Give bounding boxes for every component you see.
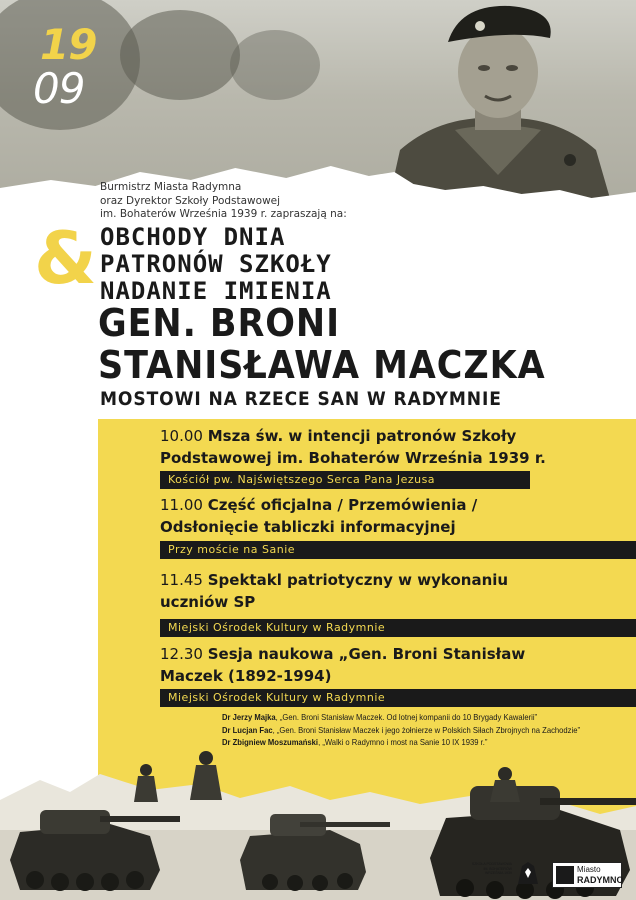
schedule-item [160, 494, 477, 538]
city-logo [552, 862, 622, 888]
city-logo-line1: Miasto [577, 865, 601, 874]
speaker-name: Dr Jerzy Majka [222, 712, 276, 722]
speaker-name: Dr Lucjan Fac [222, 724, 273, 735]
event-title: Sesja naukowa „Gen. Broni Stanisław [207, 645, 526, 663]
city-emblem-icon [556, 866, 574, 884]
event-title: Podstawowej im. Bohaterów Września 1939 r. [160, 449, 546, 467]
event-title: Spektakl patriotyczny w wykonaniu [207, 571, 509, 589]
ampersand-mark: & [34, 216, 97, 300]
speaker-entry [222, 711, 580, 724]
event-title: Maczek (1892-1994) [160, 667, 332, 685]
event-title: Część oficjalna / Przemówienia / [207, 496, 478, 514]
date-month: 09 [33, 64, 85, 113]
bridge-subtitle: MOSTOWI NA RZECE SAN W RADYMNIE [100, 388, 502, 410]
event-title: uczniów SP [160, 593, 256, 611]
event-time: 11.45 [160, 571, 203, 589]
event-time: 11.00 [160, 496, 203, 514]
title-line: PATRONÓW SZKOŁY [100, 250, 332, 278]
school-logo-text: SZKOŁA PODSTAWOWA IM. BOHATERÓW WRZEŚNIA 1939 [471, 862, 512, 875]
title-line: OBCHODY DNIA [100, 223, 286, 251]
schedule-item [160, 425, 546, 469]
schedule-item [160, 569, 508, 613]
speaker-talk: , „Gen. Broni Stanisław Maczek. Od lotnej kompanii do 10 Brygady Kawalerii” [275, 712, 538, 722]
event-time: 10.00 [160, 427, 203, 445]
title-line: GEN. BRONI [98, 301, 341, 345]
invitation-intro [100, 181, 430, 222]
schedule-item [160, 643, 525, 687]
intro-line: im. Bohaterów Września 1939 r. zapraszają na: [100, 208, 347, 220]
event-venue: Miejski Ośrodek Kultury w Radymnie [160, 689, 636, 707]
intro-line: oraz Dyrektor Szkoły Podstawowej [100, 194, 281, 207]
event-title-top [100, 224, 332, 305]
city-logo-line2: RADYMNO [577, 875, 624, 885]
event-title: Odsłonięcie tabliczki informacyjnej [160, 518, 456, 536]
school-emblem-icon [514, 860, 542, 886]
event-venue: Miejski Ośrodek Kultury w Radymnie [160, 619, 636, 637]
speaker-entry [222, 724, 580, 737]
patron-name [98, 302, 546, 386]
title-line: STANISŁAWA MACZKA [98, 343, 546, 387]
event-time: 12.30 [160, 645, 203, 663]
speaker-talk: , „Gen. Broni Stanisław Maczek i jego żołnierze w Polskich Siłach Zbrojnych na Zachodzie” [272, 724, 581, 735]
event-venue: Kościół pw. Najświętszego Serca Pana Jezusa [160, 471, 530, 489]
title-line: NADANIE IMIENIA [100, 277, 332, 305]
event-venue: Przy moście na Sanie [160, 541, 636, 559]
speaker-name: Dr Zbigniew Moszumański [222, 737, 319, 747]
date-day: 19 [40, 20, 97, 69]
tree-foliage [230, 30, 320, 100]
event-title: Msza św. w intencji patronów Szkoły [207, 427, 517, 445]
intro-line: Burmistrz Miasta Radymna [100, 181, 242, 193]
speaker-talk: , „Walki o Radymno i most na Sanie 10 IX 1939 r.” [318, 737, 488, 747]
tree-foliage [120, 10, 240, 100]
